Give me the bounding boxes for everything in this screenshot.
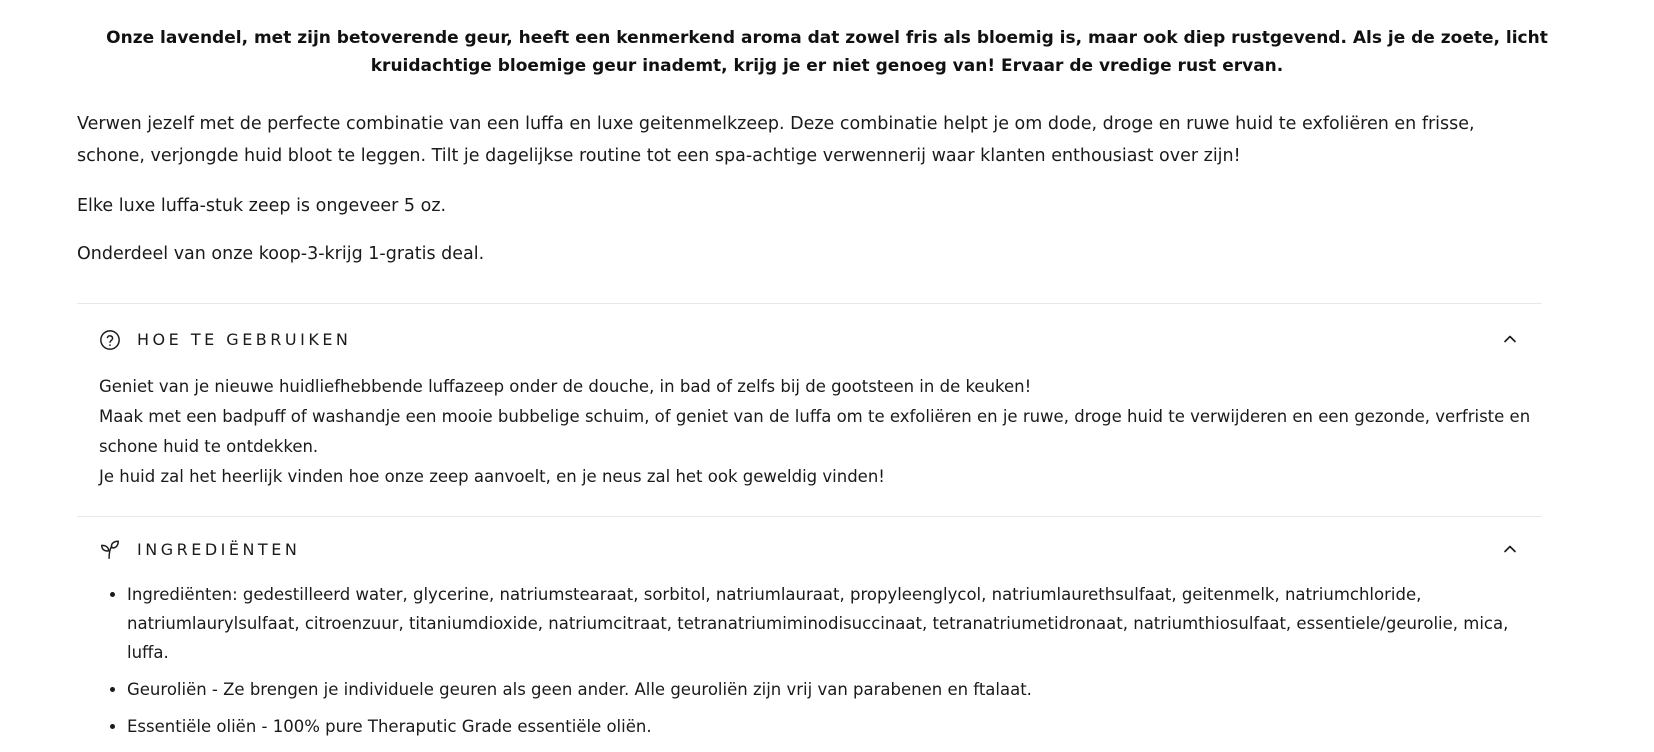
how-to-use-line: Je huid zal het heerlijk vinden hoe onze zeep aanvoelt, en je neus zal het ook geweldig vinden! (99, 467, 885, 486)
accordion-header-ingredients[interactable] (77, 531, 1542, 571)
ingredients-list (99, 580, 1537, 749)
chevron-up-icon[interactable] (1502, 541, 1518, 557)
list-item: • Essentiële oliën - 100% pure Theraputic Grade essentiële oliën. (127, 712, 1537, 741)
description-paragraph-deal: Onderdeel van onze koop-3-krijg 1-gratis deal. (77, 244, 485, 264)
how-to-use-line: Maak met een badpuff of washandje een mooie bubbelige schuim, of geniet van de luffa om te exfoliëren en je ruwe, droge huid te verwijderen en een gezonde, verfriste en schone huid te ontdekken. (99, 407, 1531, 456)
description-paragraph-weight: Elke luxe luffa-stuk zeep is ongeveer 5 oz. (77, 196, 447, 216)
accordion-divider (77, 516, 1542, 517)
chevron-up-icon[interactable] (1502, 331, 1518, 347)
accordion-content-how-to-use (99, 372, 1539, 492)
question-circle-icon (99, 329, 121, 351)
accordion-divider (77, 303, 1542, 304)
intro-text: Onze lavendel, met zijn betoverende geur, heeft een kenmerkend aroma dat zowel fris als bloemig is, maar ook diep rustgevend. Als je de zoete, licht kruidachtige bloemige geur inademt, krijg je er niet genoeg van! Ervaar de vredige rust ervan. (106, 28, 1548, 76)
how-to-use-line: Geniet van je nieuwe huidliefhebbende luffazeep onder de douche, in bad of zelfs bij de gootsteen in de keuken! (99, 377, 1032, 396)
accordion-title-ingredients: INGREDIËNTEN (137, 540, 301, 559)
accordion-title-how-to-use: HOE TE GEBRUIKEN (137, 330, 352, 349)
leaf-icon (99, 539, 121, 561)
list-item: • Ingrediënten: gedestilleerd water, glycerine, natriumstearaat, sorbitol, natriumlauraat, propyleenglycol, natriumlaurethsulfaat, geitenmelk, natriumchloride, natriumlaurylsulfaat, citroenzuur, titaniumdioxide, natriumcitraat, tetranatriumiminodisuccinaat, tetranatriumetidronaat, natriumthiosulfaat, essentiele/geurolie, mica, luffa. (127, 580, 1537, 667)
description-paragraph-luffa: Verwen jezelf met de perfecte combinatie van een luffa en luxe geitenmelkzeep. Deze combinatie helpt je om dode, droge en ruwe huid te exfoliëren en frisse, schone, verjongde huid bloot te leggen. Tilt je dagelijkse routine tot een spa-achtige verwennerij waar klanten enthousiast over zijn! (77, 114, 1475, 166)
list-item: • Geuroliën - Ze brengen je individuele geuren als geen ander. Alle geuroliën zijn vrij van parabenen en ftalaat. (127, 675, 1537, 704)
accordion-header-how-to-use[interactable] (77, 321, 1542, 361)
